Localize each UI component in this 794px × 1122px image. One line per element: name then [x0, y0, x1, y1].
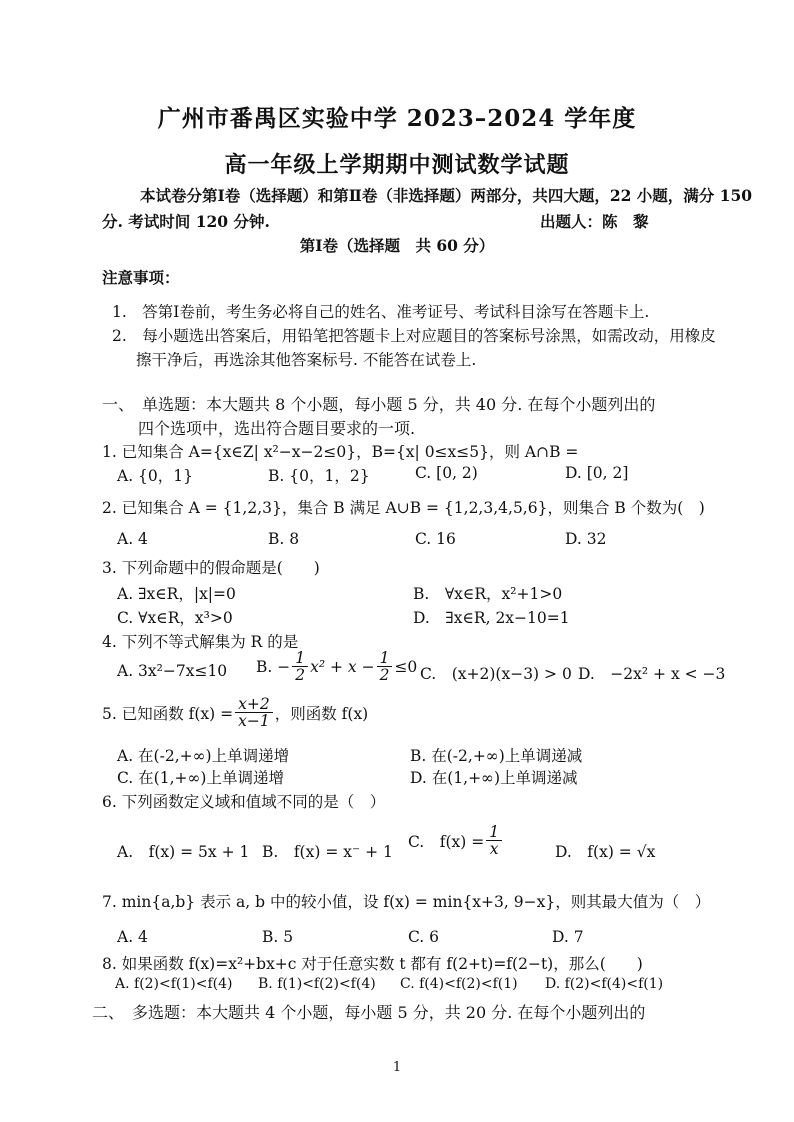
question-2-option-b: B. 8 — [268, 530, 300, 548]
page-number: 1 — [392, 1060, 402, 1075]
question-6-option-d: D. f(x) = √x — [555, 843, 656, 861]
fraction-numerator: 1 — [377, 650, 393, 667]
part1-heading-line2: 四个选项中，选出符合题目要求的一项. — [138, 419, 416, 438]
question-7-option-c: C. 6 — [408, 928, 440, 946]
question-2-stem: 2. 已知集合 A = {1,2,3}，集合 B 满足 A∪B = {1,2,3,4,5,6}，则集合 B 个数为( ) — [102, 499, 705, 517]
question-6-option-b: B. f(x) = x⁻ + 1 — [262, 843, 393, 861]
question-5-stem — [102, 696, 368, 730]
question-1-option-b: B. {0，1，2} — [268, 467, 370, 485]
fraction-denominator: 2 — [379, 666, 390, 685]
exam-intro-line1: 本试卷分第Ⅰ卷（选择题）和第Ⅱ卷（非选择题）两部分，共四大题，22 小题，满分 150 — [140, 186, 753, 205]
question-7-option-b: B. 5 — [262, 928, 294, 946]
question-5-option-d: D. 在(1,+∞)上单调递减 — [410, 769, 578, 787]
note-2-line1: 2. 每小题选出答案后，用铅笔把答题卡上对应题目的答案标号涂黑，如需改动，用橡皮 — [112, 327, 716, 345]
question-8-option-c: C. f(4)<f(2)<f(1) — [400, 976, 518, 992]
question-6-option-a: A. f(x) = 5x + 1 — [117, 843, 250, 861]
question-7-option-d: D. 7 — [552, 928, 584, 946]
question-6-option-c — [408, 824, 504, 858]
exam-title: 广州市番禺区实验中学 2023–2024 学年度 — [157, 105, 637, 132]
fraction-denominator: x−1 — [238, 712, 270, 731]
notes-heading: 注意事项： — [102, 268, 180, 287]
question-5-stem-prefix: 5. 已知函数 f(x) = — [102, 704, 234, 723]
question-8-stem: 8. 如果函数 f(x)=x²+bx+c 对于任意实数 t 都有 f(2+t)=f(2−t)，那么( ) — [102, 955, 643, 973]
question-6-stem: 6. 下列函数定义域和值域不同的是（ ） — [102, 793, 386, 811]
question-3-option-d: D. ∃x∈R, 2x−10=1 — [413, 609, 570, 627]
question-4-option-b-suffix: ≤0 — [394, 657, 418, 676]
question-4-option-b-middle: x² + x − — [310, 657, 375, 676]
exam-subtitle: 高一年级上学期期中测试数学试题 — [224, 152, 570, 178]
question-5-option-b: B. 在(-2,+∞)上单调递减 — [410, 747, 583, 765]
fraction-half — [377, 650, 393, 684]
question-8-option-a: A. f(2)<f(1)<f(4) — [115, 976, 233, 992]
question-3-option-a: A. ∃x∈R，|x|=0 — [117, 585, 236, 603]
question-2-option-c: C. 16 — [415, 530, 456, 548]
question-4-option-b — [256, 650, 417, 684]
question-5-option-a: A. 在(-2,+∞)上单调递增 — [117, 747, 290, 765]
question-7-stem: 7. min{a,b} 表示 a, b 中的较小值，设 f(x) = min{x+3, 9−x}，则其最大值为（ ） — [102, 893, 711, 911]
note-1: 1. 答第Ⅰ卷前，考生务必将自己的姓名、准考证号、考试科目涂写在答题卡上. — [112, 303, 650, 321]
question-1-option-a: A. {0，1} — [117, 467, 193, 485]
question-3-option-c: C. ∀x∈R，x³>0 — [117, 609, 233, 627]
question-1-stem: 1. 已知集合 A={x∈Z| x²−x−2≤0}，B={x| 0≤x≤5}，则 A∩B = — [102, 443, 579, 461]
section1-title: 第Ⅰ卷（选择题 共 60 分） — [299, 236, 495, 255]
fraction-denominator: 2 — [295, 666, 306, 685]
fraction-reciprocal — [486, 824, 502, 858]
question-4-option-d: D. −2x² + x < −3 — [578, 665, 726, 683]
question-3-stem: 3. 下列命题中的假命题是( ) — [102, 559, 320, 577]
fraction-numerator: x+2 — [235, 696, 273, 713]
question-4-option-c: C. (x+2)(x−3) > 0 — [420, 665, 572, 683]
question-1-option-d: D. [0, 2] — [565, 464, 629, 482]
exam-intro-line2: 分. 考试时间 120 分钟. — [102, 212, 270, 231]
question-4-option-b-prefix: B. − — [256, 657, 291, 676]
question-2-option-a: A. 4 — [117, 530, 148, 548]
question-4-option-a: A. 3x²−7x≤10 — [117, 662, 228, 680]
question-7-option-a: A. 4 — [117, 928, 148, 946]
question-3-option-b: B. ∀x∈R，x²+1>0 — [413, 585, 563, 603]
question-5-stem-suffix: ，则函数 f(x) — [274, 704, 369, 723]
question-8-option-b: B. f(1)<f(2)<f(4) — [258, 976, 376, 992]
question-4-stem: 4. 下列不等式解集为 R 的是 — [102, 633, 299, 651]
exam-author: 出题人：陈 黎 — [540, 212, 649, 231]
fraction-numerator: 1 — [292, 650, 308, 667]
fraction-numerator: 1 — [486, 824, 502, 841]
question-2-option-d: D. 32 — [565, 530, 607, 548]
fraction-half — [292, 650, 308, 684]
question-1-option-c: C. [0, 2) — [415, 464, 478, 482]
fraction-function — [235, 696, 273, 730]
question-5-option-c: C. 在(1,+∞)上单调递增 — [117, 769, 284, 787]
part1-heading-line1: 一、 单选题：本大题共 8 个小题，每小题 5 分，共 40 分. 在每个小题列出的 — [102, 395, 656, 414]
question-8-option-d: D. f(2)<f(4)<f(1) — [545, 976, 664, 992]
note-2-line2: 擦干净后，再选涂其他答案标号. 不能答在试卷上. — [136, 351, 477, 369]
fraction-denominator: x — [489, 840, 499, 859]
part2-heading-line1: 二、 多选题：本大题共 4 个小题，每小题 5 分，共 20 分. 在每个小题列出的 — [92, 1003, 646, 1022]
question-6-option-c-prefix: C. f(x) = — [408, 832, 485, 851]
